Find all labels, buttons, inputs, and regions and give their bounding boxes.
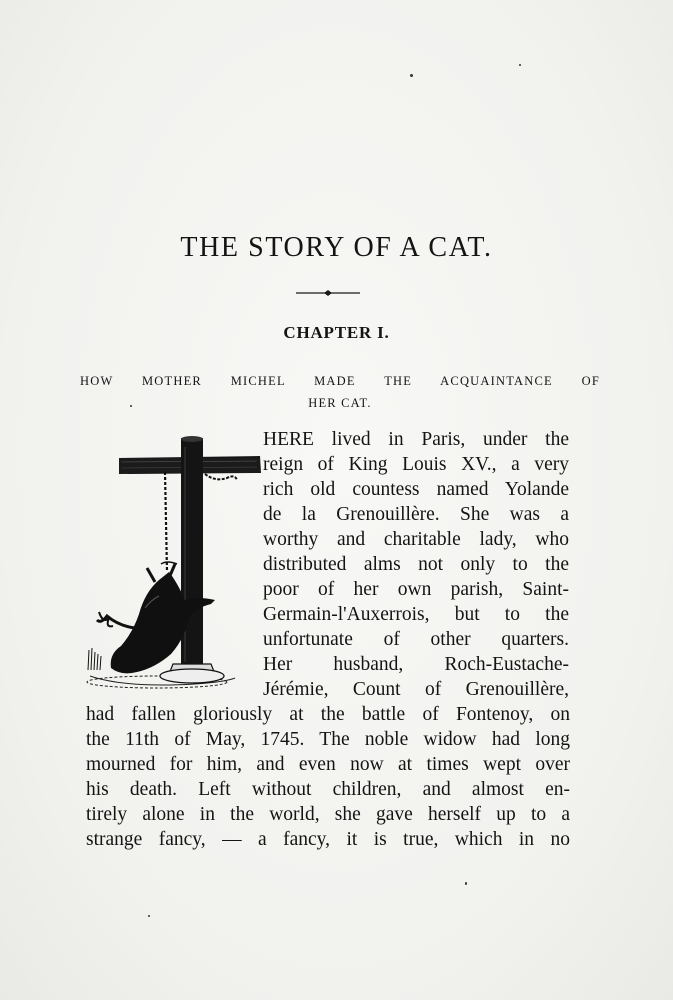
- body-line-8: Germain-l'Auxerrois, but to the: [263, 604, 569, 625]
- body-line-5: worthy and charitable lady, who: [263, 529, 569, 550]
- paper-speck: [519, 64, 521, 66]
- paper-speck: [130, 405, 132, 407]
- paper-speck: [148, 915, 150, 917]
- body-line-16: tirely alone in the world, she gave herself up to a: [86, 804, 570, 825]
- body-line-14: mourned for him, and even now at times wept over: [86, 754, 570, 775]
- chapter-subtitle-line-2: HER CAT.: [308, 396, 372, 410]
- body-line-1: HERE lived in Paris, under the: [263, 429, 569, 450]
- body-line-2: reign of King Louis XV., a very: [263, 454, 569, 475]
- body-line-6: distributed alms not only to the: [263, 554, 569, 575]
- body-line-11: Jérémie, Count of Grenouillère,: [263, 679, 569, 700]
- paper-speck: [410, 74, 413, 77]
- drop-cap-t-cat-hanging-icon: [85, 432, 265, 697]
- body-line-7: poor of her own parish, Saint-: [263, 579, 569, 600]
- book-title: THE STORY OF A CAT.: [180, 232, 493, 263]
- chapter-subtitle: [80, 370, 600, 414]
- body-line-12: had fallen gloriously at the battle of Fontenoy, on: [86, 704, 570, 725]
- ornament-divider-icon: [296, 285, 360, 301]
- chapter-subtitle-line-1: HOW MOTHER MICHEL MADE THE ACQUAINTANCE OF: [80, 374, 600, 388]
- body-line-15: his death. Left without children, and almost en-: [86, 779, 570, 800]
- body-line-13: the 11th of May, 1745. The noble widow had long: [86, 729, 570, 750]
- body-line-4: de la Grenouillère. She was a: [263, 504, 569, 525]
- paper-speck: [465, 882, 467, 885]
- body-line-3: rich old countess named Yolande: [263, 479, 569, 500]
- body-line-10: Her husband, Roch-Eustache-: [263, 654, 569, 675]
- body-line-17: strange fancy, — a fancy, it is true, which in no: [86, 829, 570, 850]
- body-line-9: unfortunate of other quarters.: [263, 629, 569, 650]
- chapter-heading: CHAPTER I.: [283, 323, 390, 342]
